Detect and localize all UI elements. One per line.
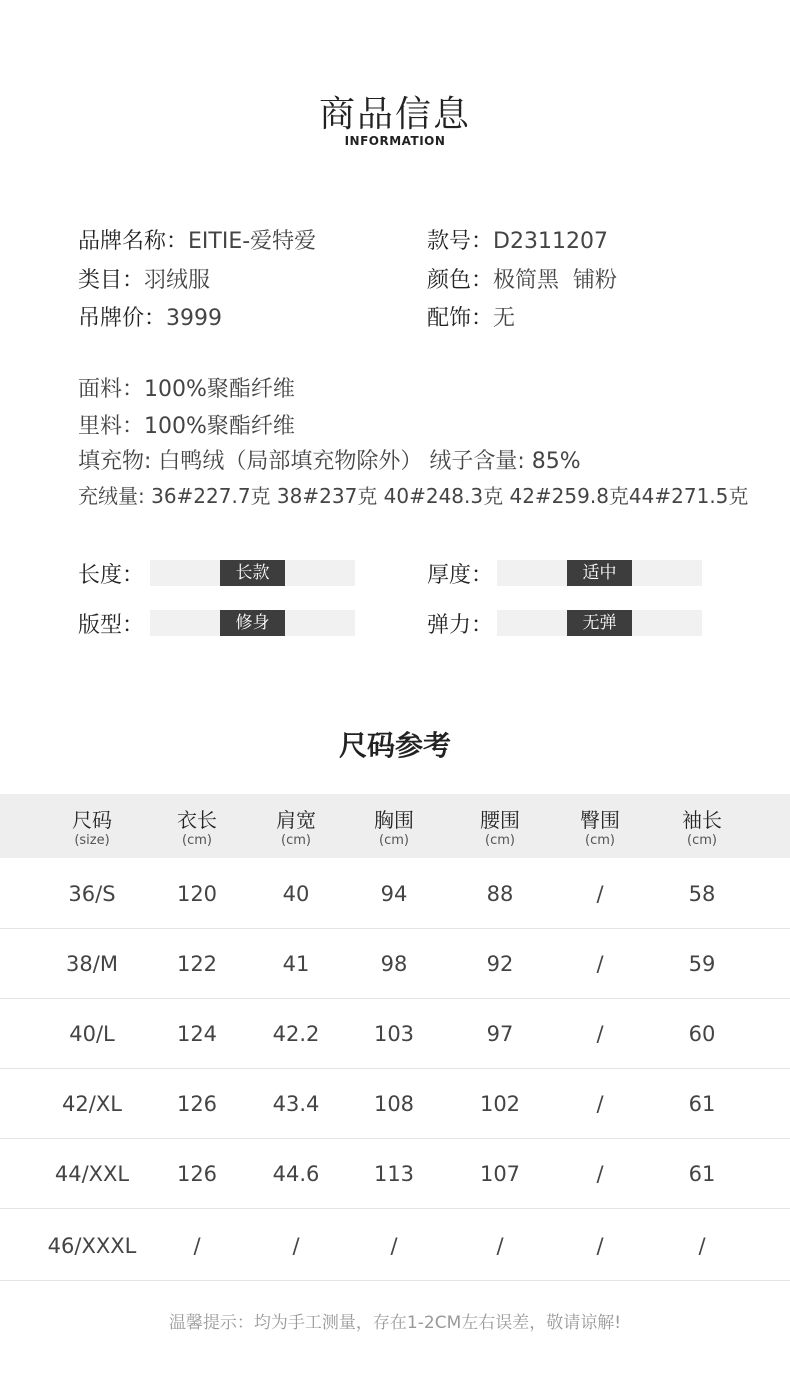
attr-elasticity-label: 弹力： (427, 613, 494, 638)
page-title: 商品信息 (318, 94, 471, 135)
cell-chest: / (390, 1234, 398, 1258)
table-row (0, 928, 790, 999)
info-category (78, 263, 210, 294)
cell-size: 42/XL (62, 1092, 122, 1116)
cell-sleeve: 60 (688, 1022, 716, 1046)
info-style-no-label: 款号： (427, 229, 494, 254)
info-price-value: 3999 (166, 306, 223, 331)
cell-length: 124 (176, 1022, 218, 1046)
info-accessory-value: 无 (493, 306, 516, 331)
cell-waist: / (496, 1234, 504, 1258)
header-hip-title: 臀围 (580, 808, 620, 832)
material-shell: 面料：100%聚酯纤维 (78, 377, 295, 402)
cell-waist: 92 (486, 952, 514, 976)
header-length-unit: (cm) (182, 833, 212, 848)
info-color-label: 颜色： (427, 268, 494, 293)
attr-fit-bar (150, 610, 355, 636)
cell-sleeve: 59 (688, 952, 716, 976)
cell-shoulder: 40 (282, 882, 310, 906)
attr-thickness-chip: 适中 (567, 560, 632, 586)
size-table-header (0, 794, 790, 858)
attr-elasticity-bar (497, 610, 702, 636)
size-chart-title: 尺码参考 (338, 729, 451, 762)
cell-shoulder: 41 (282, 952, 310, 976)
header-size-unit: (size) (74, 833, 110, 848)
header-size-title: 尺码 (72, 808, 112, 832)
cell-size: 38/M (66, 952, 118, 976)
cell-shoulder: 42.2 (272, 1022, 320, 1046)
info-style-no (427, 224, 608, 255)
header-chest-title: 胸围 (374, 808, 414, 832)
cell-length: 122 (176, 952, 218, 976)
cell-chest: 108 (373, 1092, 415, 1116)
cell-hip: / (596, 1022, 604, 1046)
cell-waist: 97 (486, 1022, 514, 1046)
cell-length: / (193, 1234, 201, 1258)
measurement-note: 温馨提示：均为手工测量，存在1-2CM左右误差，敬请谅解! (168, 1313, 622, 1333)
info-brand-label: 品牌名称： (78, 229, 189, 254)
cell-waist: 102 (479, 1092, 521, 1116)
cell-size: 46/XXXL (47, 1234, 137, 1258)
cell-shoulder: 44.6 (272, 1162, 320, 1186)
table-row (0, 1210, 790, 1281)
cell-sleeve: / (698, 1234, 706, 1258)
header-chest-unit: (cm) (379, 833, 409, 848)
info-price-label: 吊牌价： (78, 306, 167, 331)
info-category-label: 类目： (78, 268, 145, 293)
cell-sleeve: 58 (688, 882, 716, 906)
header-length (147, 794, 247, 858)
material-fill-weight: 充绒量: 36#227.7克 38#237克 40#248.3克 42#259.8克44#271.5克 (78, 484, 749, 508)
cell-size: 44/XXL (54, 1162, 130, 1186)
cell-sleeve: 61 (688, 1092, 716, 1116)
info-brand-value: EITIE-爱特爱 (188, 229, 317, 254)
cell-length: 126 (176, 1092, 218, 1116)
material-lining: 里料：100%聚酯纤维 (78, 414, 295, 439)
cell-shoulder: / (292, 1234, 300, 1258)
info-accessory-label: 配饰： (427, 306, 494, 331)
info-color-value: 极简黑 铺粉 (493, 268, 618, 293)
material-filling: 填充物: 白鸭绒（局部填充物除外） 绒子含量: 85% (78, 449, 581, 474)
header-shoulder-unit: (cm) (281, 833, 311, 848)
cell-size: 40/L (69, 1022, 115, 1046)
attr-elasticity-chip: 无弹 (567, 610, 632, 636)
header-waist-unit: (cm) (485, 833, 515, 848)
attr-length-chip: 长款 (220, 560, 285, 586)
cell-length: 126 (176, 1162, 218, 1186)
info-price (78, 301, 222, 332)
info-style-no-value: D2311207 (493, 229, 608, 254)
header-shoulder-title: 肩宽 (276, 808, 316, 832)
header-waist-title: 腰围 (480, 808, 520, 832)
attr-length-bar (150, 560, 355, 586)
table-row (0, 1138, 790, 1209)
cell-hip: / (596, 882, 604, 906)
header-sleeve (652, 794, 752, 858)
cell-chest: 98 (380, 952, 408, 976)
table-row (0, 998, 790, 1069)
attr-thickness-label: 厚度： (427, 563, 494, 588)
header-chest (344, 794, 444, 858)
cell-chest: 113 (373, 1162, 415, 1186)
info-color (427, 263, 617, 294)
cell-shoulder: 43.4 (272, 1092, 320, 1116)
info-accessory (427, 301, 515, 332)
cell-hip: / (596, 1092, 604, 1116)
page-subtitle: INFORMATION (344, 134, 446, 148)
info-category-value: 羽绒服 (144, 268, 211, 293)
attr-fit-label: 版型： (78, 613, 145, 638)
header-shoulder (246, 794, 346, 858)
table-row (0, 1068, 790, 1139)
cell-hip: / (596, 1162, 604, 1186)
header-size (42, 794, 142, 858)
cell-chest: 103 (373, 1022, 415, 1046)
cell-hip: / (596, 1234, 604, 1258)
info-brand (78, 224, 316, 255)
cell-chest: 94 (380, 882, 408, 906)
cell-waist: 88 (486, 882, 514, 906)
header-hip (550, 794, 650, 858)
header-sleeve-title: 袖长 (682, 808, 722, 832)
attr-fit-chip: 修身 (220, 610, 285, 636)
table-row (0, 858, 790, 929)
header-hip-unit: (cm) (585, 833, 615, 848)
cell-sleeve: 61 (688, 1162, 716, 1186)
attr-thickness-bar (497, 560, 702, 586)
header-sleeve-unit: (cm) (687, 833, 717, 848)
cell-hip: / (596, 952, 604, 976)
cell-waist: 107 (479, 1162, 521, 1186)
header-waist (450, 794, 550, 858)
attr-length-label: 长度： (78, 563, 145, 588)
header-length-title: 衣长 (177, 808, 217, 832)
cell-size: 36/S (68, 882, 116, 906)
cell-length: 120 (176, 882, 218, 906)
